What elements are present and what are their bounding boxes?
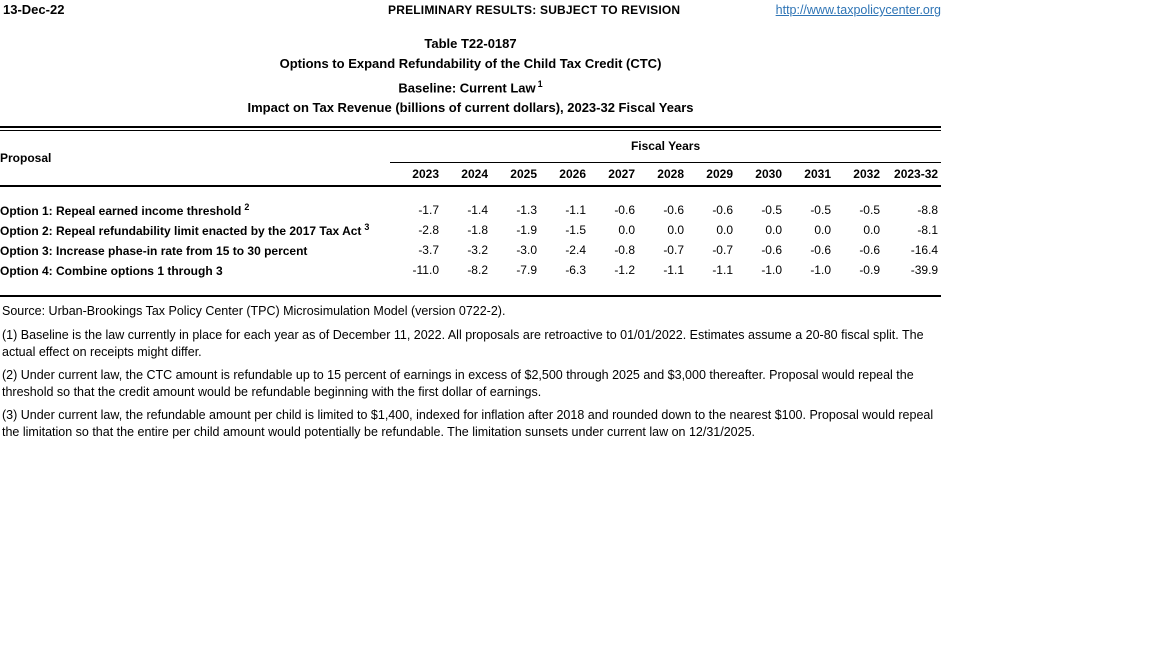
revenue-value-cell: -1.3 bbox=[516, 203, 537, 217]
preliminary-status-banner: PRELIMINARY RESULTS: SUBJECT TO REVISION bbox=[388, 3, 681, 17]
revenue-value-cell: -3.7 bbox=[418, 243, 439, 257]
table-title-block bbox=[0, 34, 941, 118]
revenue-value-cell: -0.5 bbox=[859, 203, 880, 217]
fiscal-years-group-header: Fiscal Years bbox=[390, 131, 941, 162]
total-column-header: 2023-32 bbox=[880, 162, 941, 186]
table-subject-title: Options to Expand Refundability of the Child Tax Credit (CTC) bbox=[279, 56, 662, 71]
revenue-value-cell: -1.7 bbox=[418, 203, 439, 217]
year-column-header: 2028 bbox=[635, 162, 684, 186]
revenue-value-cell: -1.1 bbox=[712, 263, 733, 277]
proposal-row-label: Option 2: Repeal refundability limit enacted by the 2017 Tax Act $^3$ bbox=[0, 222, 370, 238]
proposal-column-header: Proposal bbox=[0, 131, 390, 186]
proposal-row-label: Option 3: Increase phase-in rate from 15 to 30 percent bbox=[0, 244, 308, 258]
table-baseline-title: Baseline: Current Law $^1$ bbox=[398, 79, 543, 96]
revenue-value-cell: -0.6 bbox=[761, 243, 782, 257]
revenue-value-cell: -1.0 bbox=[761, 263, 782, 277]
year-column-header: 2027 bbox=[586, 162, 635, 186]
revenue-value-cell: -0.6 bbox=[663, 203, 684, 217]
revenue-value-cell: -7.9 bbox=[516, 263, 537, 277]
revenue-total-cell: -8.8 bbox=[917, 203, 939, 217]
revenue-value-cell: -0.6 bbox=[810, 243, 831, 257]
revenue-value-cell: -8.2 bbox=[467, 263, 488, 277]
table-row-option-4 bbox=[0, 260, 941, 280]
revenue-value-cell: -0.6 bbox=[712, 203, 733, 217]
revenue-value-cell: -0.6 bbox=[614, 203, 635, 217]
revenue-value-cell: 0.0 bbox=[765, 223, 782, 237]
table-measure-title: Impact on Tax Revenue (billions of current dollars), 2023-32 Fiscal Years bbox=[247, 100, 694, 116]
footnote-2: (2) Under current law, the CTC amount is refundable up to 15 percent of earnings in excess of $2,500 through 2025 and $3,000 thereafter. Proposal would repeal the threshold so that the credit amount would be refundable beginning with the first dollar of earnings. bbox=[2, 368, 914, 399]
proposal-row-label: Option 1: Repeal earned income threshold $^2$ bbox=[0, 202, 250, 218]
year-column-header: 2024 bbox=[439, 162, 488, 186]
spacer-row bbox=[0, 280, 941, 296]
revenue-value-cell: -1.1 bbox=[565, 203, 586, 217]
revenue-value-cell: -0.9 bbox=[859, 263, 880, 277]
revenue-value-cell: -0.5 bbox=[810, 203, 831, 217]
footnote-ref-3: 3 bbox=[364, 222, 370, 232]
footnote-ref-1: 1 bbox=[537, 79, 543, 89]
revenue-value-cell: -0.6 bbox=[859, 243, 880, 257]
footnote-1: (1) Baseline is the law currently in place for each year as of December 11, 2022. All proposals are retroactive to 01/01/2022. Estimates assume a 20-80 fiscal split. The actual effect on receipts might differ. bbox=[2, 328, 924, 359]
taxpolicycenter-link[interactable]: http://www.taxpolicycenter.org bbox=[775, 3, 941, 17]
year-column-header: 2032 bbox=[831, 162, 880, 186]
revenue-value-cell: -1.0 bbox=[810, 263, 831, 277]
revenue-value-cell: -1.5 bbox=[565, 223, 586, 237]
revenue-value-cell: -3.2 bbox=[467, 243, 488, 257]
revenue-value-cell: -11.0 bbox=[412, 263, 439, 277]
spacer-row bbox=[0, 186, 941, 200]
revenue-value-cell: -1.4 bbox=[467, 203, 488, 217]
revenue-value-cell: 0.0 bbox=[863, 223, 880, 237]
year-column-header: 2025 bbox=[488, 162, 537, 186]
footnote-3: (3) Under current law, the refundable amount per child is limited to $1,400, indexed for inflation after 2018 and rounded down to the nearest $100. Proposal would repeal the limitation so that the entire per child amount would potentially be refundable. The limitation sunsets under current law on 12/31/2025. bbox=[2, 408, 934, 439]
year-column-header: 2029 bbox=[684, 162, 733, 186]
revenue-value-cell: -6.3 bbox=[565, 263, 586, 277]
revenue-value-cell: -1.2 bbox=[614, 263, 635, 277]
revenue-total-cell: -16.4 bbox=[910, 243, 939, 257]
revenue-value-cell: -0.5 bbox=[761, 203, 782, 217]
revenue-value-cell: 0.0 bbox=[667, 223, 684, 237]
revenue-value-cell: -1.8 bbox=[467, 223, 488, 237]
revenue-value-cell: -0.7 bbox=[712, 243, 733, 257]
year-column-header: 2030 bbox=[733, 162, 782, 186]
document-date: 13-Dec-22 bbox=[3, 2, 65, 17]
revenue-value-cell: 0.0 bbox=[618, 223, 635, 237]
proposal-row-label: Option 4: Combine options 1 through 3 bbox=[0, 264, 223, 278]
revenue-value-cell: -1.9 bbox=[516, 223, 537, 237]
table-number-title: Table T22-0187 bbox=[424, 36, 517, 51]
revenue-total-cell: -39.9 bbox=[910, 263, 939, 277]
revenue-value-cell: 0.0 bbox=[814, 223, 831, 237]
revenue-value-cell: 0.0 bbox=[716, 223, 733, 237]
table-row-option-3 bbox=[0, 240, 941, 260]
revenue-impact-table bbox=[0, 131, 941, 297]
revenue-value-cell: -1.1 bbox=[663, 263, 684, 277]
revenue-value-cell: -0.8 bbox=[614, 243, 635, 257]
footnote-ref-2: 2 bbox=[244, 202, 250, 212]
year-column-header: 2023 bbox=[390, 162, 439, 186]
year-column-header: 2031 bbox=[782, 162, 831, 186]
source-attribution: Source: Urban-Brookings Tax Policy Center (TPC) Microsimulation Model (version 0722-2). bbox=[2, 304, 506, 318]
table-row-option-1 bbox=[0, 200, 941, 220]
revenue-value-cell: -2.4 bbox=[565, 243, 586, 257]
year-column-header: 2026 bbox=[537, 162, 586, 186]
revenue-value-cell: -0.7 bbox=[663, 243, 684, 257]
revenue-value-cell: -3.0 bbox=[516, 243, 537, 257]
revenue-total-cell: -8.1 bbox=[917, 223, 939, 237]
revenue-value-cell: -2.8 bbox=[418, 223, 439, 237]
table-row-option-2 bbox=[0, 220, 941, 240]
